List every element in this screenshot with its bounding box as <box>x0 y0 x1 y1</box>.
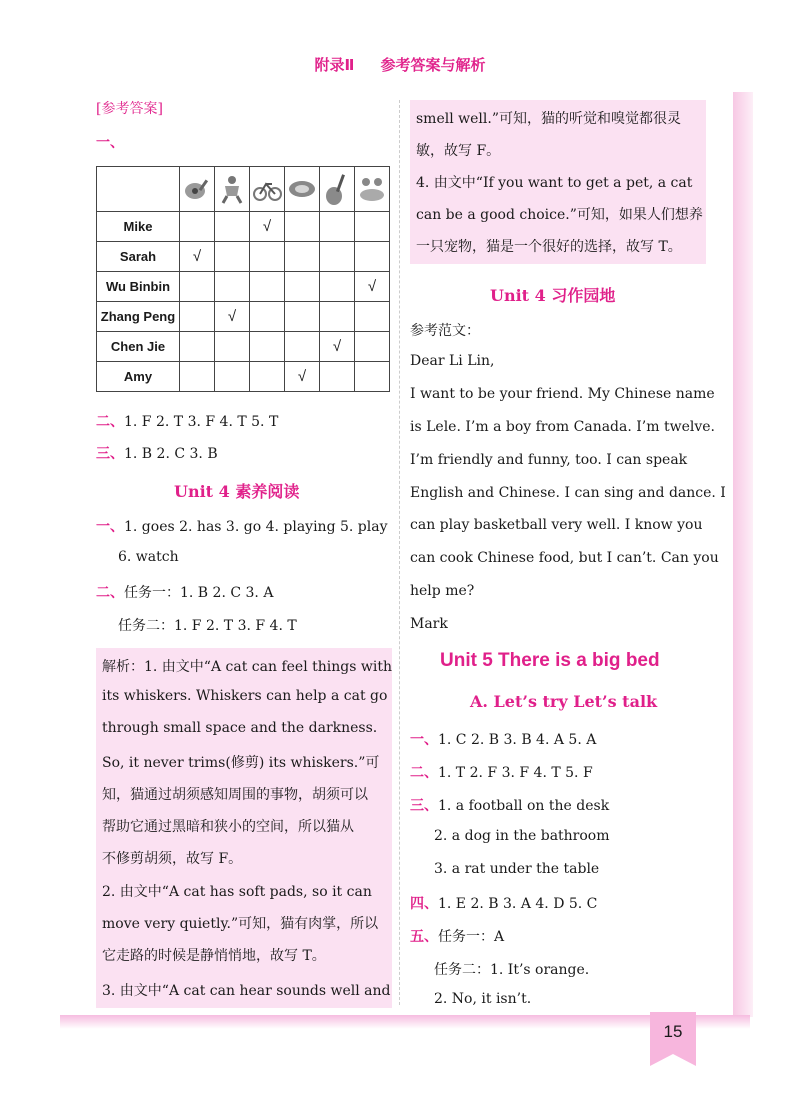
section-2 <box>96 411 278 431</box>
band-icon <box>357 174 387 204</box>
table-cell: √ <box>180 242 215 272</box>
u4-section-1-label: 一、 <box>96 519 124 535</box>
table-header-row <box>97 167 390 212</box>
u5-section-4-answers: 1. E 2. B 3. A 4. D 5. C <box>438 896 598 912</box>
table-cell: √ <box>320 332 355 362</box>
u5-section-5-line1: 任务一：A <box>438 929 505 945</box>
table-cell <box>250 362 285 392</box>
table-cell <box>355 332 390 362</box>
u5-section-2-answers: 1. T 2. F 3. F 4. T 5. F <box>438 765 593 781</box>
table-cell <box>250 332 285 362</box>
dancer-icon <box>217 174 247 204</box>
letter-line: I’m friendly and funny, too. I can speak <box>410 452 688 468</box>
u5-section-2-label: 二、 <box>410 765 438 781</box>
pipa-icon <box>322 172 352 206</box>
letter-line: help me? <box>410 583 475 599</box>
unit4-writing-title: Unit 4 习作园地 <box>490 286 616 305</box>
u5-section-2 <box>410 762 593 782</box>
table-body <box>97 212 390 392</box>
section-3 <box>96 443 218 463</box>
table-cell <box>285 242 320 272</box>
u5-section-4 <box>410 893 597 913</box>
u5-section-4-label: 四、 <box>410 896 438 912</box>
u5-section-3-line1: 1. a football on the desk <box>438 798 610 814</box>
u4-section-1 <box>96 516 387 536</box>
page-header <box>0 54 800 75</box>
table-cell <box>355 212 390 242</box>
page-edge-right <box>733 92 753 1017</box>
table-row <box>97 302 390 332</box>
letter-line: can cook Chinese food, but I can’t. Can you <box>410 550 719 566</box>
u4-section-2 <box>96 582 273 602</box>
u5-section-3 <box>410 795 609 815</box>
table-cell <box>180 302 215 332</box>
table-cell <box>355 302 390 332</box>
instrument-icon <box>182 175 212 203</box>
column-divider <box>399 100 400 1005</box>
analysis-line: 帮助它通过黑暗和狭小的空间，所以猫从 <box>102 819 354 835</box>
analysis-line: 知，猫通过胡须感知周围的事物，胡须可以 <box>102 787 368 803</box>
section-3-answers: 1. B 2. C 3. B <box>124 446 218 462</box>
table-cell: √ <box>215 302 250 332</box>
u5-section-1 <box>410 729 596 749</box>
analysis-cont-line: 敏，故写 F。 <box>416 143 501 159</box>
u4-section-2-line2: 任务二：1. F 2. T 3. F 4. T <box>118 618 297 634</box>
table-cell <box>215 272 250 302</box>
unit5-title: Unit 5 There is a big bed <box>440 650 660 671</box>
table-cell <box>285 212 320 242</box>
table-cell <box>320 212 355 242</box>
sample-label: 参考范文： <box>410 323 480 339</box>
row-name: Zhang Peng <box>97 302 180 332</box>
section-2-label: 二、 <box>96 414 124 430</box>
table-cell <box>355 242 390 272</box>
reference-answer-label: [参考答案] <box>96 101 163 117</box>
row-name: Amy <box>97 362 180 392</box>
table-row <box>97 362 390 392</box>
section-2-answers: 1. F 2. T 3. F 4. T 5. T <box>124 414 279 430</box>
analysis-cont-line: can be a good choice.”可知，如果人们想养 <box>416 207 703 223</box>
u5-section-1-label: 一、 <box>410 732 438 748</box>
analysis-line: 解析：1. 由文中“A cat can feel things with <box>102 659 392 675</box>
table-row <box>97 332 390 362</box>
table-cell <box>215 362 250 392</box>
analysis-line: through small space and the darkness. <box>102 720 378 736</box>
table-row <box>97 212 390 242</box>
table-cell <box>180 272 215 302</box>
table-cell <box>180 212 215 242</box>
u5-section-5 <box>410 926 504 946</box>
analysis-line: its whiskers. Whiskers can help a cat go <box>102 688 388 704</box>
answer-table <box>96 166 390 392</box>
table-cell <box>320 302 355 332</box>
table-cell <box>285 302 320 332</box>
table-cell <box>215 212 250 242</box>
u5-section-1-answers: 1. C 2. B 3. B 4. A 5. A <box>438 732 597 748</box>
unit4-reading-title: Unit 4 素养阅读 <box>174 482 300 501</box>
section-3-label: 三、 <box>96 446 124 462</box>
u5-section-5-label: 五、 <box>410 929 438 945</box>
table-cell <box>250 272 285 302</box>
unit5-subtitle: A. Let’s try Let’s talk <box>470 692 658 711</box>
analysis-line: move very quietly.”可知，猫有肉掌，所以 <box>102 916 379 932</box>
letter-signature: Mark <box>410 616 448 632</box>
analysis-line: 3. 由文中“A cat can hear sounds well and <box>102 983 391 999</box>
header-title: 参考答案与解析 <box>380 56 486 74</box>
table-cell <box>285 272 320 302</box>
analysis-cont-line: 4. 由文中“If you want to get a pet, a cat <box>416 175 693 191</box>
table-cell <box>180 362 215 392</box>
u5-section-3-line3: 3. a rat under the table <box>434 861 600 877</box>
row-name: Mike <box>97 212 180 242</box>
header-appendix: 附录Ⅱ <box>314 56 355 74</box>
row-name: Sarah <box>97 242 180 272</box>
u4-section-1-line2: 6. watch <box>118 549 179 565</box>
table-cell <box>215 242 250 272</box>
letter-line: can play basketball very well. I know you <box>410 517 703 533</box>
table-cell <box>250 302 285 332</box>
letter-line: is Lele. I’m a boy from Canada. I’m twelve. <box>410 419 715 435</box>
page-number-tab <box>650 1012 696 1054</box>
u5-section-3-label: 三、 <box>410 798 438 814</box>
table-cell <box>250 242 285 272</box>
letter-line: English and Chinese. I can sing and dance. I <box>410 485 726 501</box>
analysis-line: So, it never trims(修剪) its whiskers.”可 <box>102 755 380 771</box>
letter-line: Dear Li Lin, <box>410 353 495 369</box>
letter-line: I want to be your friend. My Chinese name <box>410 386 715 402</box>
u4-section-2-label: 二、 <box>96 585 124 601</box>
page-edge-bottom <box>60 1015 750 1029</box>
section-1-label: 一、 <box>96 135 124 151</box>
table-cell <box>355 362 390 392</box>
table-cell <box>215 332 250 362</box>
table-cell <box>320 242 355 272</box>
table-cell <box>180 332 215 362</box>
analysis-cont-line: smell well.”可知，猫的听觉和嗅觉都很灵 <box>416 111 681 127</box>
table-row <box>97 242 390 272</box>
u4-section-1-line1: 1. goes 2. has 3. go 4. playing 5. play <box>124 519 388 535</box>
analysis-line: 2. 由文中“A cat has soft pads, so it can <box>102 884 372 900</box>
u5-section-5-line2: 任务二：1. It’s orange. <box>434 962 590 978</box>
analysis-line: 它走路的时候是静悄悄地，故写 T。 <box>102 948 326 964</box>
u5-section-5-line3: 2. No, it isn’t. <box>434 991 532 1007</box>
drum-icon <box>287 177 317 201</box>
table-cell: √ <box>250 212 285 242</box>
analysis-line: 不修剪胡须，故写 F。 <box>102 851 243 867</box>
bicycle-icon <box>252 176 282 202</box>
table-cell <box>320 272 355 302</box>
table-cell <box>320 362 355 392</box>
table-cell <box>285 332 320 362</box>
u5-section-3-line2: 2. a dog in the bathroom <box>434 828 610 844</box>
table-row <box>97 272 390 302</box>
u4-section-2-line1: 任务一：1. B 2. C 3. A <box>124 585 274 601</box>
page-number: 15 <box>663 1022 683 1041</box>
table-cell: √ <box>285 362 320 392</box>
row-name: Chen Jie <box>97 332 180 362</box>
row-name: Wu Binbin <box>97 272 180 302</box>
table-cell: √ <box>355 272 390 302</box>
analysis-cont-line: 一只宠物，猫是一个很好的选择，故写 T。 <box>416 239 682 255</box>
